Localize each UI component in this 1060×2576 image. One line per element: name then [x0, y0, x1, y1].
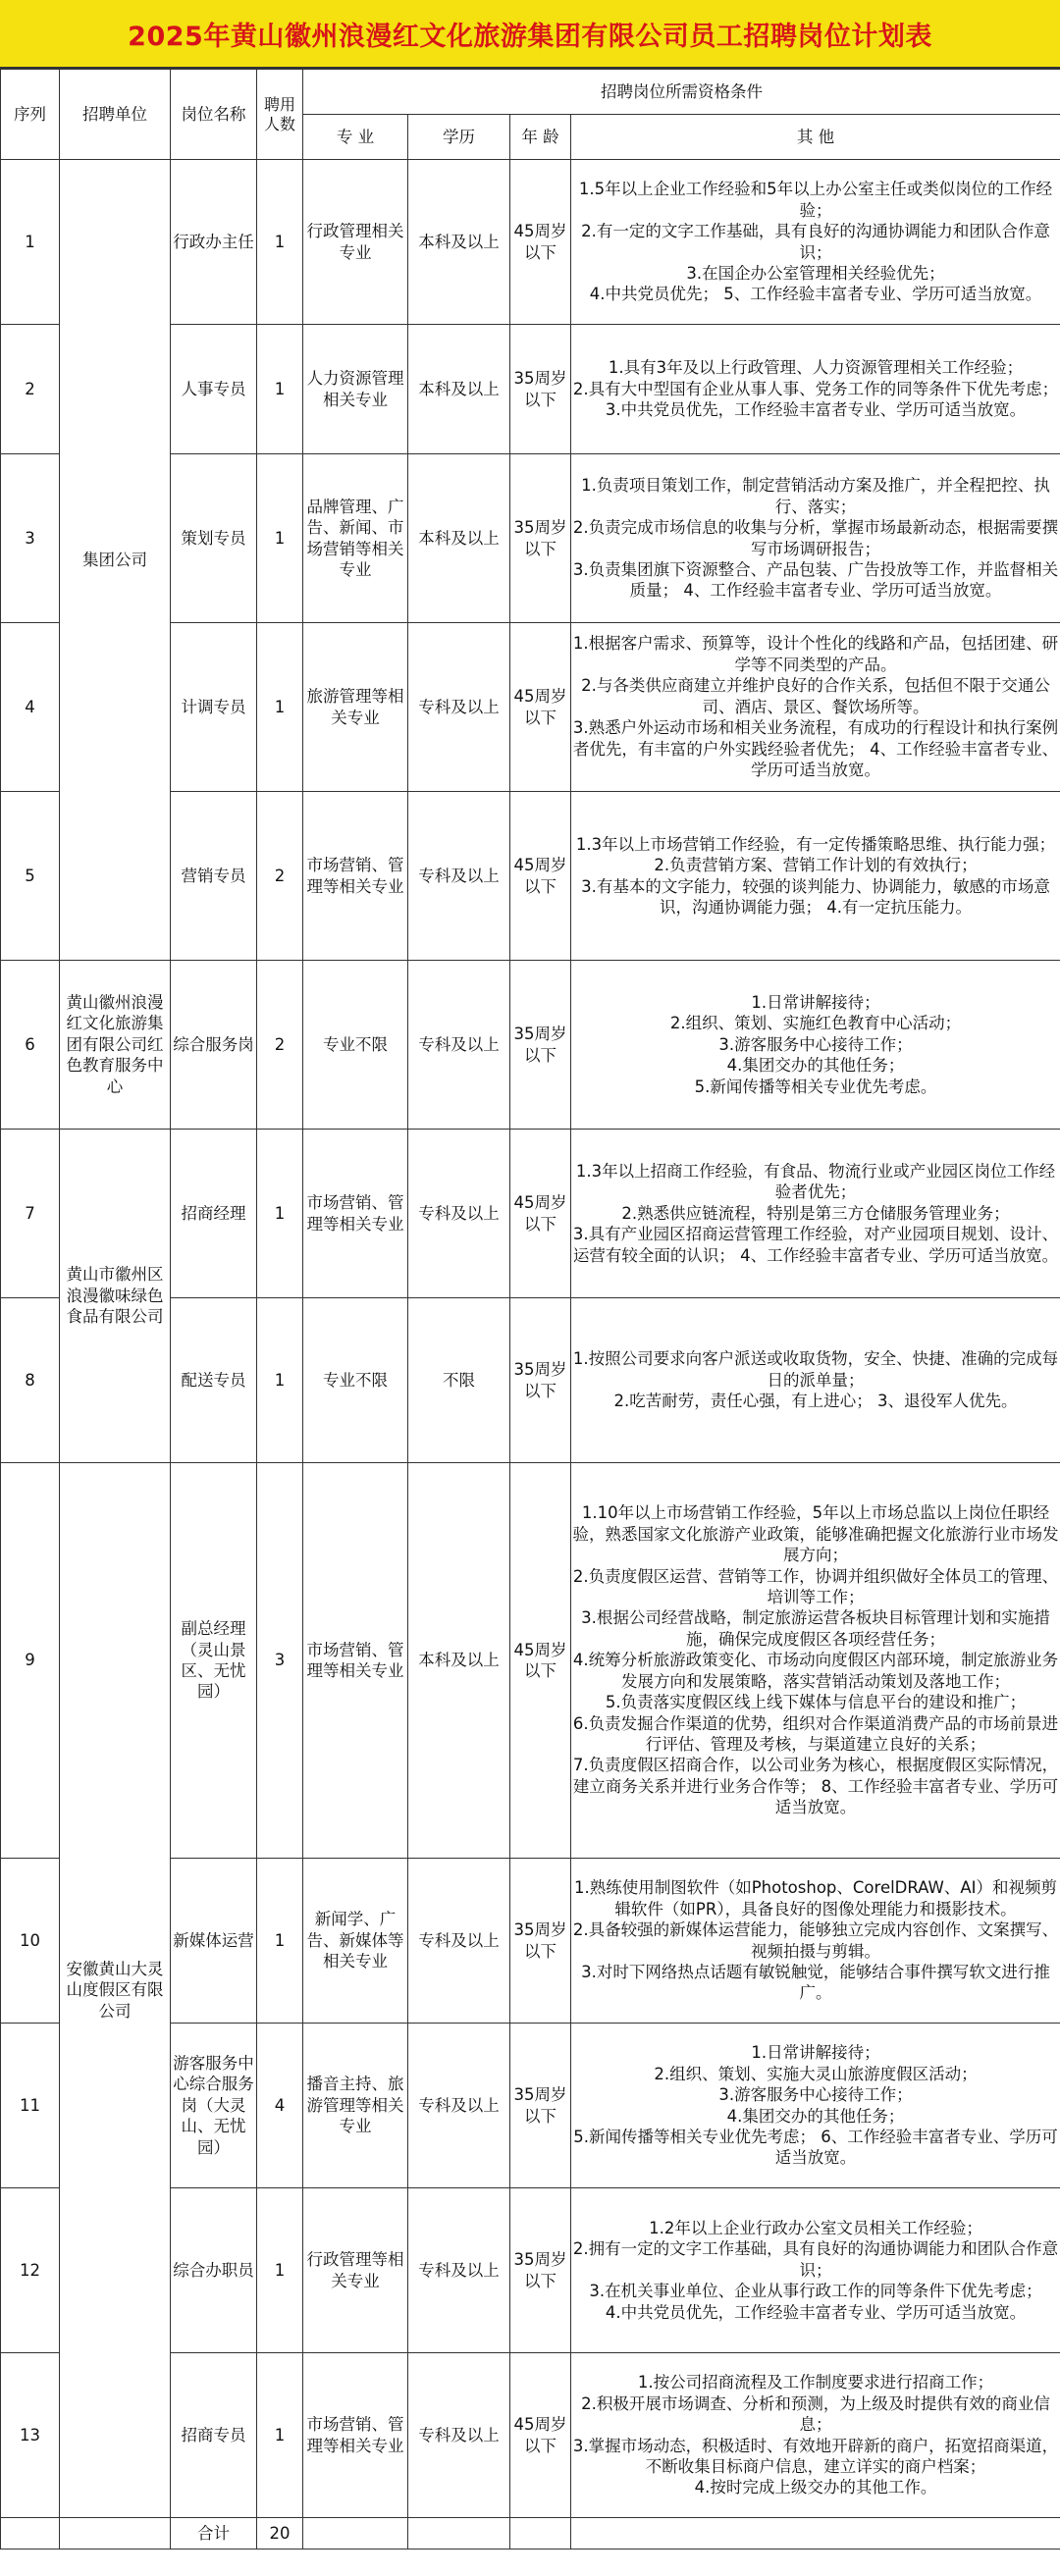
- other-requirements: [571, 2353, 1060, 2518]
- requirement-line: 3.负责集团旗下资源整合、产品包装、广告投放等工作，并监督相关质量； 4、工作经验丰富者专业、学历可适当放宽。: [572, 559, 1059, 601]
- requirement-line: 2.组织、策划、实施红色教育中心活动；: [669, 1014, 962, 1033]
- row-seq: 12: [1, 2188, 60, 2353]
- requirement-line: 1.3年以上招商工作经验，有食品、物流行业或产业园区岗位工作经验者优先；: [575, 1161, 1056, 1202]
- age-requirement: 35周岁以下: [510, 961, 571, 1130]
- requirement-line: 1.10年以上市场营销工作经验，5年以上市场总监以上岗位任职经验，熟悉国家文化旅游产业政策，能够准确把握文化旅游行业市场发展方向；: [572, 1503, 1059, 1565]
- requirement-line: 1.日常讲解接待；: [751, 2043, 880, 2063]
- position-name: 人事专员: [171, 325, 257, 454]
- requirement-line: 3.有基本的文字能力，较强的谈判能力、协调能力，敏感的市场意识，沟通协调能力强； 4.有一定抗压能力。: [581, 876, 1050, 917]
- position-name: 营销专员: [171, 792, 257, 961]
- row-seq: 5: [1, 792, 60, 961]
- recruitment-table: [0, 69, 1060, 2550]
- row-seq: 1: [1, 160, 60, 325]
- major-requirement: 旅游管理等相关专业: [303, 623, 408, 792]
- major-requirement: 市场营销、管理等相关专业: [303, 1130, 408, 1298]
- row-seq: 3: [1, 454, 60, 623]
- requirement-line: 3.根据公司经营战略，制定旅游运营各板块目标管理计划和实施措施，确保完成度假区各项经营任务；: [581, 1608, 1050, 1649]
- header-other: 其 他: [571, 115, 1060, 160]
- education-requirement: 专科及以上: [408, 961, 510, 1130]
- requirement-line: 2.负责度假区运营、营销等工作，协调并组织做好全体员工的管理、培训等工作；: [572, 1566, 1059, 1606]
- age-requirement: 35周岁以下: [510, 454, 571, 623]
- row-seq: 2: [1, 325, 60, 454]
- requirement-line: 1.日常讲解接待；: [751, 992, 880, 1012]
- headcount: 1: [257, 1859, 303, 2024]
- requirement-line: 3.中共党员优先，工作经验丰富者专业、学历可适当放宽。: [605, 400, 1027, 420]
- table-row: [1, 961, 1060, 1130]
- row-seq: 4: [1, 623, 60, 792]
- recruiting-unit: 集团公司: [60, 160, 171, 961]
- requirement-line: 4.统筹分析旅游政策变化、市场动向度假区内部环境，制定旅游业务发展方向和发展策略，落实营销活动策划及落地工作；: [572, 1651, 1059, 1691]
- position-name: 招商专员: [171, 2353, 257, 2518]
- position-name: 行政办主任: [171, 160, 257, 325]
- header-qualifications: 招聘岗位所需资格条件: [303, 70, 1060, 115]
- requirement-line: 1.负责项目策划工作，制定营销活动方案及推广，并全程把控、执行、落实；: [581, 476, 1050, 516]
- requirement-line: 4.中共党员优先，工作经验丰富者专业、学历可适当放宽。: [605, 2302, 1027, 2322]
- age-requirement: 35周岁以下: [510, 1859, 571, 2024]
- major-requirement: 新闻学、广告、新媒体等相关专业: [303, 1859, 408, 2024]
- age-requirement: 45周岁以下: [510, 792, 571, 961]
- page-title: 2025年黄山徽州浪漫红文化旅游集团有限公司员工招聘岗位计划表: [128, 21, 932, 52]
- requirement-line: 1.根据客户需求、预算等，设计个性化的线路和产品，包括团建、研学等不同类型的产品。: [572, 634, 1059, 674]
- requirement-line: 2.有一定的文字工作基础，具有良好的沟通协调能力和团队合作意识；: [581, 222, 1050, 262]
- major-requirement: 行政管理相关专业: [303, 160, 408, 325]
- requirement-line: 3.游客服务中心接待工作；: [718, 1034, 913, 1054]
- other-requirements: [571, 623, 1060, 792]
- row-seq: 11: [1, 2024, 60, 2188]
- headcount: 1: [257, 160, 303, 325]
- other-requirements: [571, 2188, 1060, 2353]
- row-seq: 9: [1, 1463, 60, 1859]
- education-requirement: 本科及以上: [408, 160, 510, 325]
- other-requirements: [571, 792, 1060, 961]
- total-label: 合计: [171, 2518, 257, 2550]
- requirement-line: 3.在机关事业单位、企业从事行政工作的同等条件下优先考虑；: [589, 2282, 1042, 2301]
- age-requirement: 45周岁以下: [510, 1130, 571, 1298]
- other-requirements: [571, 160, 1060, 325]
- requirement-line: 5.新闻传播等相关专业优先考虑。: [694, 1077, 937, 1096]
- age-requirement: 45周岁以下: [510, 1463, 571, 1859]
- age-requirement: 35周岁以下: [510, 1298, 571, 1463]
- headcount: 1: [257, 1298, 303, 1463]
- requirement-line: 2.熟悉供应链流程，特别是第三方仓储服务管理业务；: [621, 1203, 1010, 1223]
- row-seq: 13: [1, 2353, 60, 2518]
- requirement-line: 2.具有大中型国有企业从事人事、党务工作的同等条件下优先考虑；: [572, 379, 1059, 398]
- title-bar: [0, 0, 1060, 69]
- requirement-line: 1.5年以上企业工作经验和5年以上办公室主任或类似岗位的工作经验；: [578, 180, 1053, 220]
- requirement-line: 4.集团交办的其他任务；: [726, 1056, 905, 1076]
- header-major: 专 业: [303, 115, 408, 160]
- position-name: 配送专员: [171, 1298, 257, 1463]
- requirement-line: 2.积极开展市场调查、分析和预测，为上级及时提供有效的商业信息；: [581, 2393, 1050, 2435]
- recruiting-unit: 黄山市徽州区浪漫徽味绿色食品有限公司: [60, 1130, 171, 1463]
- total-row: [1, 2518, 1060, 2550]
- major-requirement: 市场营销、管理等相关专业: [303, 1463, 408, 1859]
- requirement-line: 2.具备较强的新媒体运营能力，能够独立完成内容创作、文案撰写、视频拍摄与剪辑。: [572, 1920, 1059, 1961]
- education-requirement: 专科及以上: [408, 623, 510, 792]
- headcount: 1: [257, 325, 303, 454]
- education-requirement: 专科及以上: [408, 2024, 510, 2188]
- major-requirement: 播音主持、旅游管理等相关专业: [303, 2024, 408, 2188]
- education-requirement: 专科及以上: [408, 1130, 510, 1298]
- age-requirement: 45周岁以下: [510, 2353, 571, 2518]
- education-requirement: 本科及以上: [408, 454, 510, 623]
- header-seq: 序列: [1, 70, 60, 160]
- requirement-line: 4.中共党员优先； 5、工作经验丰富者专业、学历可适当放宽。: [589, 285, 1042, 304]
- headcount: 3: [257, 1463, 303, 1859]
- table-row: [1, 1463, 1060, 1859]
- headcount: 1: [257, 2188, 303, 2353]
- major-requirement: 市场营销、管理等相关专业: [303, 792, 408, 961]
- requirement-line: 3.在国企办公室管理相关经验优先；: [686, 263, 945, 283]
- header-education: 学历: [408, 115, 510, 160]
- requirement-line: 4.按时完成上级交办的其他工作。: [694, 2478, 937, 2497]
- requirement-line: 5.新闻传播等相关专业优先考虑； 6、工作经验丰富者专业、学历可适当放宽。: [573, 2127, 1058, 2168]
- major-requirement: 品牌管理、广告、新闻、市场营销等相关专业: [303, 454, 408, 623]
- total-count: 20: [257, 2518, 303, 2550]
- major-requirement: 市场营销、管理等相关专业: [303, 2353, 408, 2518]
- requirement-line: 2.吃苦耐劳，责任心强，有上进心； 3、退役军人优先。: [613, 1392, 1018, 1411]
- requirement-line: 4.集团交办的其他任务；: [726, 2106, 905, 2126]
- position-name: 计调专员: [171, 623, 257, 792]
- header-unit: 招聘单位: [60, 70, 171, 160]
- total-empty: [303, 2518, 408, 2550]
- headcount: 1: [257, 454, 303, 623]
- total-empty: [408, 2518, 510, 2550]
- education-requirement: 不限: [408, 1298, 510, 1463]
- position-name: 综合办职员: [171, 2188, 257, 2353]
- age-requirement: 35周岁以下: [510, 325, 571, 454]
- table-row: [1, 1130, 1060, 1298]
- headcount: 2: [257, 961, 303, 1130]
- total-empty: [571, 2518, 1060, 2550]
- requirement-line: 3.具有产业园区招商运营管理工作经验，对产业园项目规划、设计、运营有较全面的认识； 4、工作经验丰富者专业、学历可适当放宽。: [572, 1225, 1059, 1265]
- other-requirements: [571, 325, 1060, 454]
- major-requirement: 专业不限: [303, 961, 408, 1130]
- position-name: 副总经理（灵山景区、无忧园）: [171, 1463, 257, 1859]
- requirement-line: 3.游客服务中心接待工作；: [718, 2085, 913, 2105]
- header-age: 年 龄: [510, 115, 571, 160]
- requirement-line: 2.负责营销方案、营销工作计划的有效执行；: [654, 856, 978, 875]
- major-requirement: 人力资源管理相关专业: [303, 325, 408, 454]
- requirement-line: 5.负责落实度假区线上线下媒体与信息平台的建设和推广；: [605, 1693, 1027, 1712]
- other-requirements: [571, 1859, 1060, 2024]
- requirement-line: 6.负责发掘合作渠道的优势，组织对合作渠道消费产品的市场前景进行评估、管理及考核，与渠道建立良好的关系；: [572, 1713, 1059, 1755]
- requirement-line: 3.熟悉户外运动市场和相关业务流程，有成功的行程设计和执行案例者优先，有丰富的户外实践经验者优先； 4、工作经验丰富者专业、学历可适当放宽。: [572, 718, 1059, 780]
- requirement-line: 2.与各类供应商建立并维护良好的合作关系，包括但不限于交通公司、酒店、景区、餐饮场所等。: [581, 676, 1050, 716]
- other-requirements: [571, 1298, 1060, 1463]
- education-requirement: 本科及以上: [408, 1463, 510, 1859]
- other-requirements: [571, 1130, 1060, 1298]
- age-requirement: 35周岁以下: [510, 2024, 571, 2188]
- education-requirement: 专科及以上: [408, 2188, 510, 2353]
- recruiting-unit: 黄山徽州浪漫红文化旅游集团有限公司红色教育服务中心: [60, 961, 171, 1130]
- headcount: 1: [257, 2353, 303, 2518]
- requirement-line: 1.2年以上企业行政办公室文员相关工作经验；: [649, 2218, 982, 2237]
- requirement-line: 1.3年以上市场营销工作经验，有一定传播策略思维、执行能力强；: [575, 834, 1056, 854]
- other-requirements: [571, 961, 1060, 1130]
- headcount: 2: [257, 792, 303, 961]
- requirement-line: 1.按公司招商流程及工作制度要求进行招商工作；: [637, 2373, 994, 2392]
- other-requirements: [571, 2024, 1060, 2188]
- row-seq: 7: [1, 1130, 60, 1298]
- row-seq: 8: [1, 1298, 60, 1463]
- row-seq: 6: [1, 961, 60, 1130]
- education-requirement: 专科及以上: [408, 792, 510, 961]
- position-name: 综合服务岗: [171, 961, 257, 1130]
- age-requirement: 35周岁以下: [510, 2188, 571, 2353]
- header-position: 岗位名称: [171, 70, 257, 160]
- education-requirement: 本科及以上: [408, 325, 510, 454]
- row-seq: 10: [1, 1859, 60, 2024]
- requirement-line: 1.具有3年及以上行政管理、人力资源管理相关工作经验；: [608, 358, 1024, 378]
- total-empty: [1, 2518, 60, 2550]
- requirement-line: 2.拥有一定的文字工作基础，具有良好的沟通协调能力和团队合作意识；: [572, 2239, 1059, 2280]
- headcount: 4: [257, 2024, 303, 2188]
- headcount: 1: [257, 623, 303, 792]
- education-requirement: 专科及以上: [408, 1859, 510, 2024]
- recruiting-unit: 安徽黄山大灵山度假区有限公司: [60, 1463, 171, 2518]
- header-count: 聘用人数: [257, 70, 303, 160]
- education-requirement: 专科及以上: [408, 2353, 510, 2518]
- position-name: 游客服务中心综合服务岗（大灵山、无忧园）: [171, 2024, 257, 2188]
- other-requirements: [571, 1463, 1060, 1859]
- requirement-line: 1.熟练使用制图软件（如Photoshop、CorelDRAW、AI）和视频剪辑软件（如PR），具备良好的图像处理能力和摄影技术。: [573, 1878, 1058, 1919]
- total-empty: [510, 2518, 571, 2550]
- position-name: 招商经理: [171, 1130, 257, 1298]
- headcount: 1: [257, 1130, 303, 1298]
- age-requirement: 45周岁以下: [510, 623, 571, 792]
- requirement-line: 3.掌握市场动态，积极适时、有效地开辟新的商户，拓宽招商渠道，不断收集目标商户信息，建立详实的商户档案；: [572, 2436, 1059, 2476]
- table-row: [1, 160, 1060, 325]
- major-requirement: 专业不限: [303, 1298, 408, 1463]
- requirement-line: 2.组织、策划、实施大灵山旅游度假区活动；: [654, 2064, 978, 2083]
- table-body: [1, 160, 1060, 2550]
- total-empty: [60, 2518, 171, 2550]
- requirement-line: 1.按照公司要求向客户派送或收取货物，安全、快捷、准确的完成每日的派单量；: [572, 1349, 1059, 1390]
- requirement-line: 2.负责完成市场信息的收集与分析，掌握市场最新动态，根据需要撰写市场调研报告；: [572, 518, 1059, 558]
- requirement-line: 3.对时下网络热点话题有敏锐触觉，能够结合事件撰写软文进行推广。: [581, 1962, 1050, 2003]
- position-name: 新媒体运营: [171, 1859, 257, 2024]
- other-requirements: [571, 454, 1060, 623]
- major-requirement: 行政管理等相关专业: [303, 2188, 408, 2353]
- requirement-line: 7.负责度假区招商合作，以公司业务为核心，根据度假区实际情况，建立商务关系并进行业务合作等； 8、工作经验丰富者专业、学历可适当放宽。: [572, 1756, 1059, 1817]
- position-name: 策划专员: [171, 454, 257, 623]
- age-requirement: 45周岁以下: [510, 160, 571, 325]
